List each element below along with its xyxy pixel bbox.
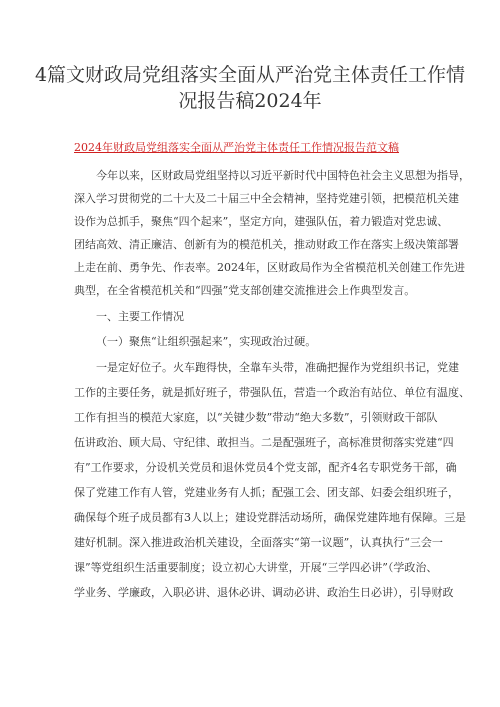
body-line: 有”工作要求，分设机关党员和退休党员4个党支部，配齐4名专职党务干部，确 bbox=[74, 461, 457, 474]
body-line: 深入学习贯彻党的二十大及二十届三中全会精神，坚持党建引领，把模范机关建 bbox=[74, 192, 459, 205]
body-line: 一是定好位子。火车跑得快，全靠车头带，准确把握作为党组织书记，党建 bbox=[96, 361, 459, 374]
document-title-line-2: 况报告稿2024年 bbox=[178, 90, 322, 112]
body-line: 保了党建工作有人管，党建业务有人抓；配强工会、团支部、妇委会组织班子， bbox=[74, 486, 459, 499]
body-line: 学业务、学廉政，入职必讲、退休必讲、调动必讲、政治生日必讲），引导财政 bbox=[74, 586, 454, 599]
body-line: 团结高效、清正廉洁、创新有为的模范机关，推动财政工作在落实上级决策部署 bbox=[74, 238, 459, 251]
body-line: 工作的主要任务，就是抓好班子，带强队伍，营造一个政治有站位、单位有温度、 bbox=[74, 386, 470, 399]
body-line: 上走在前、勇争先、作表率。2024年，区财政局作为全省模范机关创建工作先进 bbox=[74, 261, 465, 274]
document-title-line-1: 4篇文财政局党组落实全面从严治党主体责任工作情 bbox=[34, 64, 466, 86]
body-line: 确保每个班子成员都有3人以上；建设党群活动场所，确保党建阵地有保障。三是 bbox=[74, 511, 466, 524]
subtitle-link[interactable]: 2024年财政局党组落实全面从严治党主体责任工作情况报告范文稿 bbox=[74, 141, 399, 154]
body-line: 典型，在全省模范机关和“四强”党支部创建交流推进会上作典型发言。 bbox=[74, 284, 416, 297]
body-line: 课”等党组织生活重要制度；设立初心大讲堂，开展“三学四必讲”（学政治、 bbox=[74, 561, 438, 574]
subsection-heading: （一）聚焦“让组织强起来”，实现政治过硬。 bbox=[96, 335, 317, 348]
body-line: 建好机制。深入推进政治机关建设，全面落实“第一议题”，认真执行“三会一 bbox=[74, 536, 443, 549]
body-line: 伍讲政治、顾大局、守纪律、敢担当。二是配强班子，高标准贯彻落实党建“四 bbox=[74, 436, 454, 449]
body-line: 今年以来，区财政局党组坚持以习近平新时代中国特色社会主义思想为指导， bbox=[96, 169, 470, 182]
body-line: 设作为总抓手，聚焦“四个起来”，坚定方向，建强队伍，着力锻造对党忠诚、 bbox=[74, 215, 449, 228]
section-heading: 一、主要工作情况 bbox=[96, 310, 184, 323]
body-line: 工作有担当的模范大家庭，以“关键少数”带动“绝大多数”，引领财政干部队 bbox=[74, 411, 438, 424]
